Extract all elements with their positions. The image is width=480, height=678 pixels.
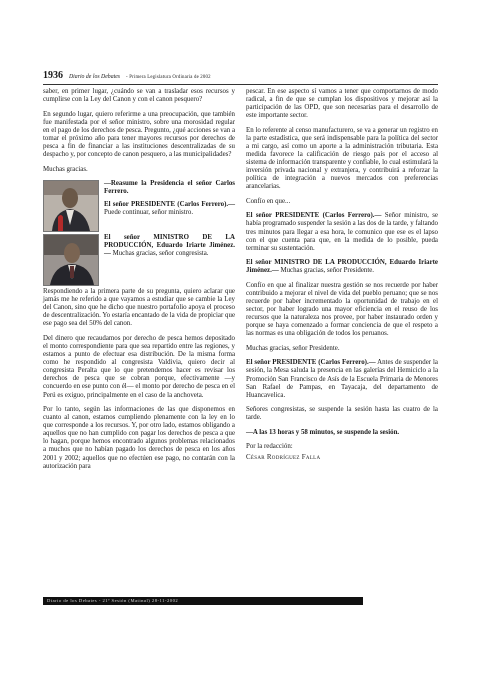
paragraph: Por lo tanto, según las informaciones de las que disponemos en cuanto al canon, estamos cumpliendo plenamente con la ley en lo que corresponde a los recursos. Y, por otro lado, estamos obligando a aquellos que no han cumplido con pagar los derechos de pesca a que lo hagan, porque hemos encontrado algunos problemas relacionados a muchos que no habían pagado los derechos de pesca en los años 2001 y 2002; aquellos que no efectúen ese pago, no contarán con la autorización para (43, 406, 235, 470)
paragraph: Muchas gracias. (43, 165, 88, 173)
minister-speech: El señor MINISTRO DE LA PRODUCCIÓN, Eduardo Iriarte Jiménez.— Muchas gracias, señor Presidente. (246, 259, 438, 275)
president-text (104, 180, 235, 232)
journal-title: Diario de los Debates (69, 74, 121, 80)
paragraph: Del dinero que recaudamos por derecho de pesca hemos depositado el monto correspondiente para que sea repartido entre las regiones, y estamos a punto de efectuar esa distribución. De la misma forma como he respondido al congresista Valdivia, quiero decir al congresista Peralta que lo que pretendemos hacer es revisar los derechos de pesca que se cobran porque, efectivamente —y concuerdo en ese punto con él— el monto por derecho de pesca en el Perú es exiguo, principalmente en el caso de la anchoveta. (43, 334, 235, 399)
paragraph: saber, en primer lugar, ¿cuándo se van a trasladar esos recursos y cumplirse con la Ley del Canon y con el canon pesquero? (43, 88, 235, 104)
redactor-name: César Rodríguez Falla (246, 454, 321, 462)
minister-text (104, 234, 235, 286)
paragraph: Muchas gracias, señor Presidente. (246, 344, 340, 352)
paragraph: pescar. En ese aspecto sí vamos a tener que comportarnos de modo radical, a fin de que se cumplan los dispositivos y mejorar así la participación de las OPD, que son necesarias para el desarrollo de este importante sector. (246, 88, 438, 120)
paragraph: Confío en que... (246, 197, 291, 205)
photo-row-president (43, 180, 235, 232)
president-portrait-icon (44, 181, 98, 231)
presidency-note: —Reasume la Presidencia el señor Carlos Ferrero. (104, 180, 235, 196)
page-header (43, 70, 438, 85)
redaction-label: Por la redacción: (246, 443, 293, 451)
left-column (43, 88, 235, 477)
paragraph: En segundo lugar, quiero referirme a una preocupación, que también fue manifestada por el señor ministro, sobre una morosidad regular en el pago de los derechos de pesca. Pregunto, ¿qué acciones se van a tomar el próximo año para tener mayores recursos por derechos de pesca a fin de financiar a las instituciones descentralizadas de su despacho y, por concepto de canon pesquero, a las municipalidades? (43, 110, 235, 159)
paragraph: En lo referente al censo manufacturero, se va a generar un registro en la parte estadística, que será indispensable para la política del sector a mi cargo, así como un aporte a la administración tributaria. Esta medida favorece la calificación de riesgo país por el acceso al sistema de información transparente y confiable, lo cual estimulará la inversión privada nacional y extranjera, y contribuirá a reforzar la política de integración a nuevos mercados con preferencias arancelarias. (246, 126, 438, 191)
paragraph: Confío en que al finalizar nuestra gestión se nos recuerde por haber contribuido a mejorar el nivel de vida del pueblo peruano; que se nos recuerde por haber incrementado la oportunidad de trabajo en el sector, por haber logrado una mayor eficiencia en el reuso de los recursos que la naturaleza nos provee, por haber instaurado orden y porque se haya comenzado a formar conciencia de que el respeto a las normas es una obligación de todos los peruanos. (246, 281, 438, 338)
page-number: 1936 (43, 70, 63, 81)
president-speech: El señor PRESIDENTE (Carlos Ferrero).— Señor ministro, se había programado suspender la sesión a las dos de la tarde, y faltando tres minutos para llegar a esa hora, le comunico que ese es el lapso con el que cuenta para que, en la medida de lo posible, pueda terminar su sustentación. (246, 212, 438, 252)
session-suspended-note: —A las 13 horas y 58 minutos, se suspende la sesión. (246, 428, 400, 436)
session-title: - Primera Legislatura Ordinaria de 2002 (126, 75, 211, 80)
minister-portrait-icon (44, 235, 98, 285)
paragraph: Respondiendo a la primera parte de su pregunta, quiero aclarar que jamás me he referido a que vayamos a estudiar que se cambie la Ley del Canon, sino que he dicho que nuestro portafolio apoya el proceso de descentralización. Yo estaría encantado de la vida de propiciar que ese pago sea del 50% del canon. (43, 288, 235, 328)
page-footer: Diario de los Debates - 21ª Sesión (Matinal) 28-11-2002 (43, 597, 363, 605)
photo-row-minister (43, 234, 235, 286)
president-speech: El señor PRESIDENTE (Carlos Ferrero).— Puede continuar, señor ministro. (104, 201, 235, 217)
right-column (246, 88, 438, 469)
paragraph: Señores congresistas, se suspende la sesión hasta las cuatro de la tarde. (246, 406, 438, 422)
minister-photo (43, 234, 99, 286)
president-photo (43, 180, 99, 232)
minister-speech: El señor MINISTRO DE LA PRODUCCIÓN, Eduardo Iriarte Jiménez.— Muchas gracias, señor congresista. (104, 234, 235, 258)
president-speech: El señor PRESIDENTE (Carlos Ferrero).— Antes de suspender la sesión, la Mesa saluda la presencia en las galerías del Hemiciclo a la Promoción San Francisco de Asís de la Escuela Primaria de Menores San Rafael de Pampas, en Tayacaja, del departamento de Huancavelica. (246, 359, 438, 399)
